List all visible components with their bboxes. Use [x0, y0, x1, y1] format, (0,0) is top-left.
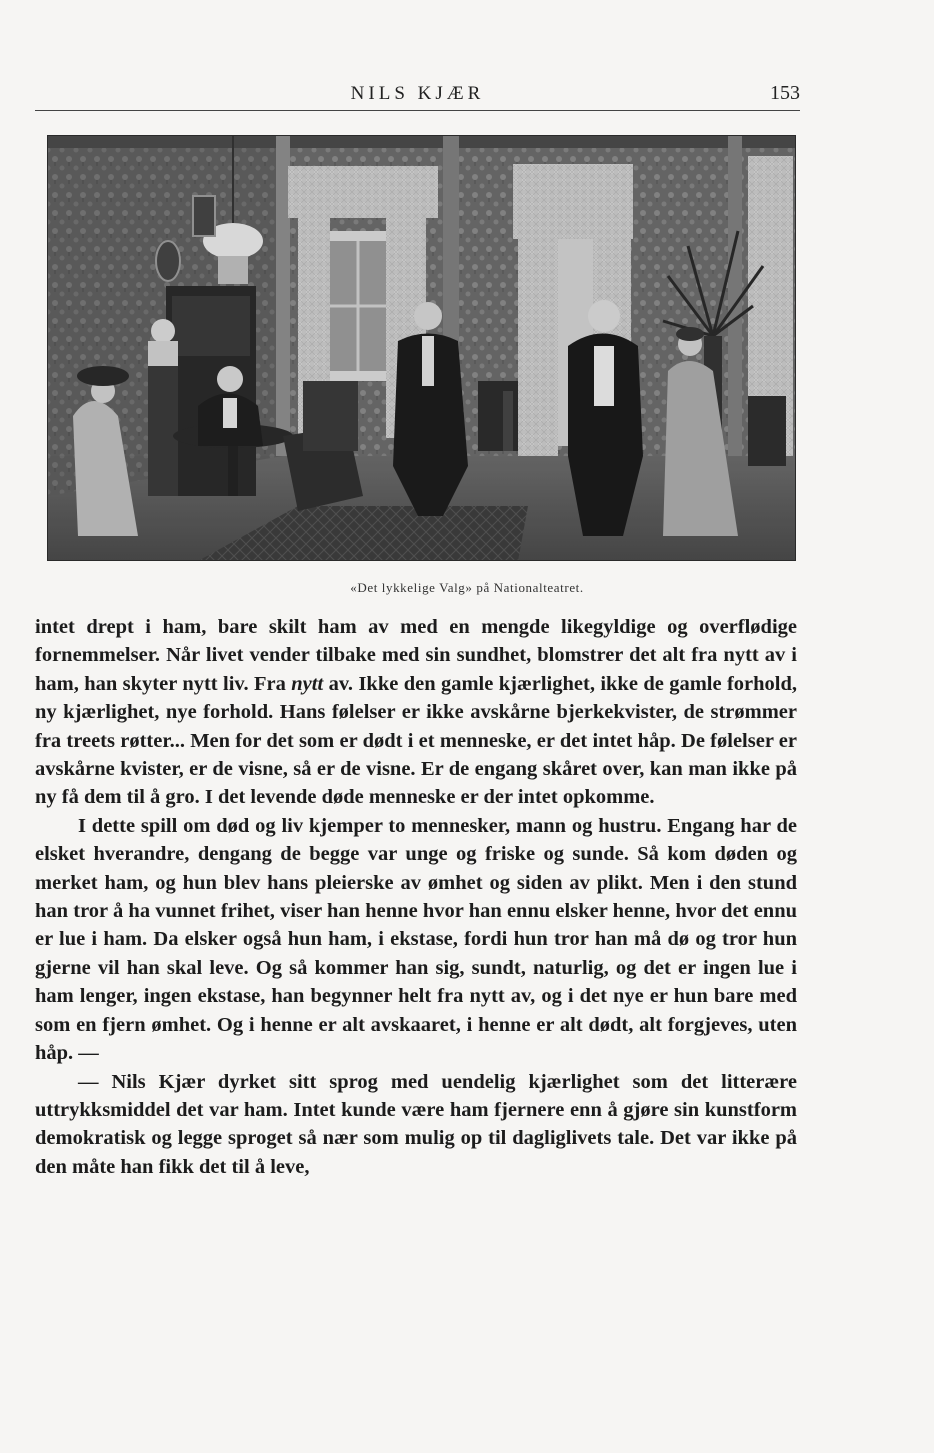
theatre-photograph — [47, 135, 796, 561]
running-title: NILS KJÆR — [350, 83, 485, 104]
paragraph-3 — [35, 1068, 797, 1182]
paragraph-1-part-3: av. Ikke den gamle kjærlighet, ikke de gamle forhold, ny kjærlighet, nye forhold. Hans følelser er ikke avskårne bjerkekvister, de strømmer fra treets røtter... Men for det som er dødt i et menneske, er det intet håp. De følelser er avskårne kvister, er de visne, så er de visne. Er de engang skåret over, kan man ikke på ny få dem til å gro. I det levende døde menneske er der intet opkomme. — [35, 672, 797, 809]
paragraph-3-part-1: — Nils Kjær dyrket sitt sprog med uendelig kjærlighet som det litterære uttrykksmiddel det var ham. Intet kunde være ham fjernere enn å gjøre sin kunstform demokratisk og legge sproget så nær som mulig op til dagliglivets tale. Det var ikke på den måte han fikk det til å leve, — [35, 1070, 797, 1178]
running-head — [35, 80, 800, 110]
paragraph-2-part-1: I dette spill om død og liv kjemper to mennesker, mann og hustru. Engang har de elsket hverandre, dengang de begge var unge og friske og sunde. Så kom døden og merket ham, og hun blev hans pleierske av ømhet og siden av plikt. Men i den stund han tror å ha vunnet frihet, viser han henne hvor han ennu elsker henne, hvor det ennu er lue i ham. Da elsker også hun ham, i ekstase, fordi hun tror han må dø og tror hun gjerne vil han skal leve. Og så kommer han sig, sundt, naturlig, og det er ingen lue i ham lenger, ingen ekstase, han begynner helt fra nytt av, og i det nye er hun bare med som en fjern ømhet. Og i henne er alt avskaaret, i henne er alt dødt, alt forgjeves, uten håp. — — [35, 814, 797, 1065]
figure-caption: «Det lykkelige Valg» på Nationalteatret. — [350, 580, 584, 595]
header-rule — [35, 110, 800, 111]
paragraph-1 — [35, 613, 797, 812]
paragraph-2 — [35, 812, 797, 1068]
paragraph-1-part-1: intet drept i ham, bare skilt ham av med en mengde likegyldige og overflødige fornemmelser. Når livet vender tilbake med sin sundhet, blomstrer det alt fra nytt av i ham, han skyter nytt liv. Fra — [35, 616, 797, 695]
paragraph-1-part-2: nytt — [291, 672, 324, 695]
page-number: 153 — [770, 82, 800, 104]
body-text — [35, 613, 797, 1181]
